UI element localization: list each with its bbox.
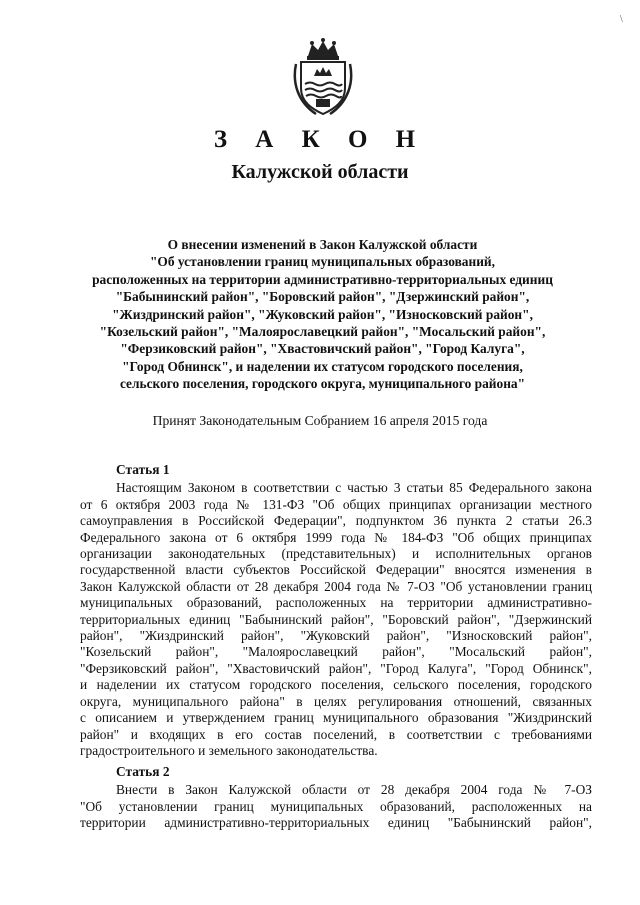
- article-line: и наделении их статусом городского поселения, сельского поселения, городского: [80, 677, 592, 693]
- subject-line: сельского поселения, городского округа, муниципального района": [119, 376, 526, 392]
- article-line: Внести в Закон Калужской области от 28 декабря 2004 года № 7-ОЗ: [116, 782, 592, 798]
- article-line: организации законодательных (представительных) и исполнительных органов: [80, 546, 592, 562]
- article-line: градостроительного и земельного законодательства.: [80, 742, 378, 758]
- article-line: Федерального закона от 6 октября 1999 года № 184-ФЗ "Об общих принципах: [80, 529, 592, 545]
- region-name: Калужской области: [231, 161, 409, 183]
- article-line: округа, муниципального района" в целях регулирования отношений, связанных: [80, 693, 592, 709]
- article-line: территориальных единиц "Бабынинский район", "Боровский район", "Дзержинский: [80, 611, 592, 627]
- article-heading: Статья 1: [116, 462, 170, 477]
- subject-line: "Бабынинский район", "Боровский район", "Дзержинский район",: [115, 289, 530, 305]
- coat-of-arms-emblem: [292, 38, 354, 118]
- article-line: от 6 октября 2003 года № 131-ФЗ "Об общих принципах организации местного: [80, 496, 592, 512]
- subject-line: "Город Обнинск", и наделении их статусом городского поселения,: [122, 358, 523, 374]
- article-1: [80, 462, 592, 759]
- subject-line: "Жиздринский район", "Жуковский район", "Износковский район",: [112, 306, 533, 322]
- subject-line: расположенных на территории административно-территориальных единиц: [92, 271, 553, 287]
- article-line: с описанием и утверждением границ муниципального образования "Жиздринский: [80, 710, 592, 726]
- article-line: район", "Жиздринский район", "Жуковский район", "Износковский район",: [80, 628, 592, 644]
- article-line: самоуправления в Российской Федерации", подпунктом 36 пункта 2 статьи 26.3: [80, 513, 592, 529]
- adoption-note: Принят Законодательным Собранием 16 апреля 2015 года: [152, 413, 488, 428]
- article-line: государственной власти субъектов Российской Федерации" вносятся изменения в: [80, 562, 592, 578]
- article-heading: Статья 2: [116, 764, 170, 779]
- subject-line: "Об установлении границ муниципальных образований,: [150, 254, 495, 270]
- subject-line: "Козельский район", "Малоярославецкий район", "Мосальский район",: [99, 324, 546, 340]
- article-line: муниципальных образований, расположенных на территории административно-: [80, 595, 592, 611]
- article-line: "Козельский район", "Малоярославецкий район", "Мосальский район",: [80, 644, 592, 660]
- article-line: Закон Калужской области от 28 декабря 2004 года № 7-ОЗ "Об установлении границ: [80, 578, 592, 594]
- subject-line: О внесении изменений в Закон Калужской области: [167, 237, 478, 252]
- article-line: "Ферзиковский район", "Хвастовичский район", "Город Калуга", "Город Обнинск",: [80, 660, 592, 676]
- subject-line: "Ферзиковский район", "Хвастовичский район", "Город Калуга",: [120, 341, 525, 357]
- law-title: З А К О Н: [213, 126, 427, 153]
- article-2: [80, 764, 592, 832]
- law-subject: [60, 236, 585, 393]
- article-line: район" и входящих в его состав поселений, в соответствии с требованиями: [80, 726, 592, 742]
- corner-mark: \: [620, 14, 623, 25]
- article-line: территории административно-территориальных единиц "Бабынинский район",: [80, 815, 592, 831]
- article-line: Настоящим Законом в соответствии с частью 3 статьи 85 Федерального закона: [116, 480, 592, 496]
- article-line: "Об установлении границ муниципальных образований, расположенных на: [80, 798, 592, 814]
